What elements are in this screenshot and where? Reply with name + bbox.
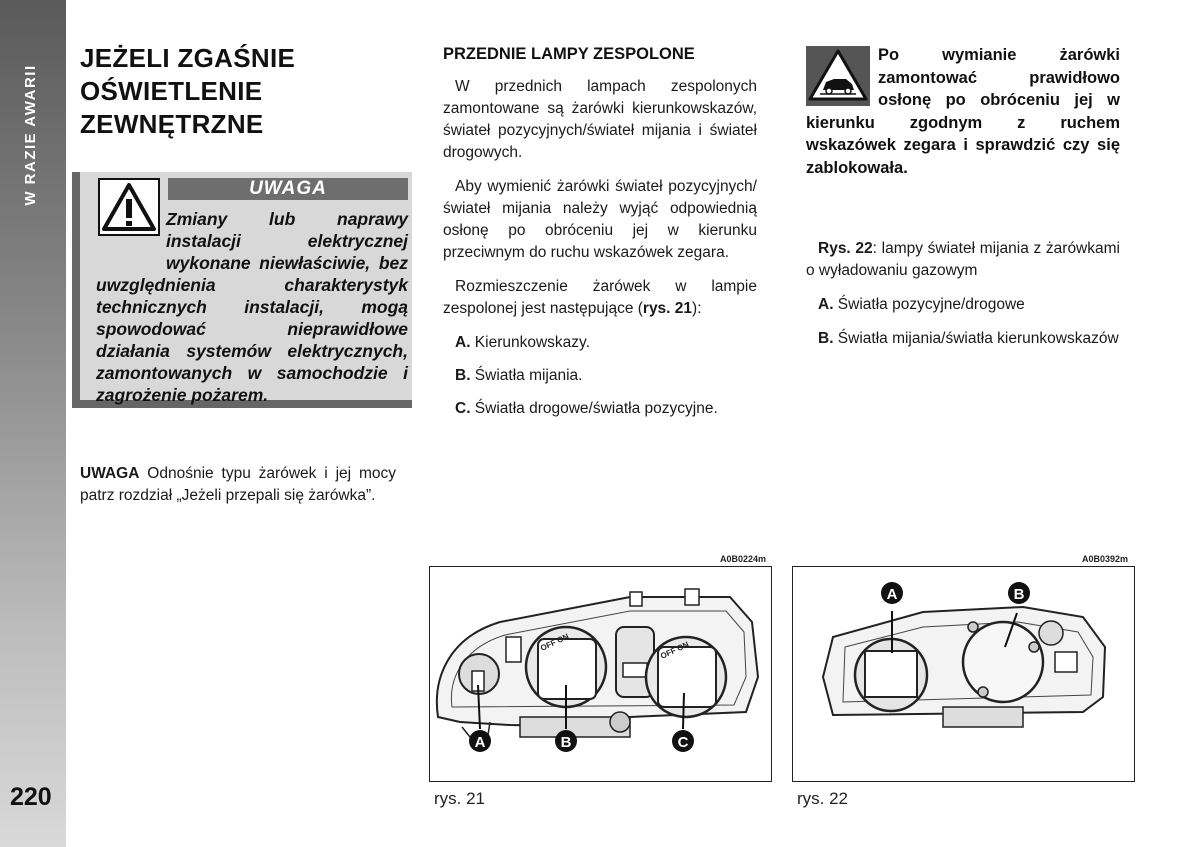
list-item: A. Kierunkowskazy. [455, 334, 590, 351]
figure-code: A0B0224m [720, 554, 767, 564]
knob-label: OFF ON [539, 631, 571, 653]
figure-22-label: rys. 22 [797, 789, 849, 808]
lamps-text [443, 76, 757, 431]
paragraph: Rozmieszczenie żarówek w lampie zespolonej jest następujące (rys. 21): [443, 278, 757, 317]
knob-label: OFF ON [659, 639, 691, 661]
column-3 [806, 44, 1120, 179]
callout-a: A [886, 586, 898, 603]
list-item: B. Światła mijania/światła kierunkowskazów [818, 330, 1119, 347]
warning-label: UWAGA [168, 178, 408, 200]
page-number: 220 [10, 783, 52, 811]
car-warning-icon [806, 46, 870, 106]
figure-code: A0B0392m [1082, 554, 1129, 564]
paragraph: W przednich lampach zespolonych zamontowane są żarówki kierunkowskazów, świateł pozycyjnych/świateł mijania i świateł drogowych. [443, 78, 757, 161]
paragraph: Aby wymienić żarówki świateł pozycyjnych/świateł mijania należy wyjąć odpowiednią osłonę po obróceniu jej w kierunku przeciwnym do ruchu wskazówek zegara. [443, 178, 757, 261]
sidebar-section-label: W RAZIE AWARII [22, 64, 39, 206]
mounting-warning-text: Po wymianie żarówki zamontować prawidłowo osłonę po obróceniu jej w kierunku zgodnym z ruchem wskazówek zegara i sprawdzić czy się zablokowała. [806, 46, 1120, 177]
section-title-line: JEŻELI ZGAŚNIE [80, 43, 296, 73]
headlamp-rear-illustration [430, 567, 770, 780]
figure-ref: rys. 21 [642, 300, 693, 317]
list-item: B. Światła mijania. [455, 367, 583, 384]
figure-caption: Rys. 22: lampy świateł mijania z żarówkami o wyładowaniu gazowym A. Światła pozycyjne/drogowe B. Światła mijania/światła kierunkowskazów [806, 238, 1120, 362]
callout-b: B [1013, 586, 1025, 603]
callout-c: C [677, 734, 689, 751]
lamps-heading: PRZEDNIE LAMPY ZESPOLONE [443, 45, 695, 63]
warning-text: Zmiany lub naprawy instalacji elektrycznej wykonane niewłaściwie, bez uwzględnienia charakterystyk technicznych instalacji, mogą spowodować nieprawidłowe działania systemów elektrycznych, zamontowanych w samochodzie i zagrożenie pożarem. [96, 209, 408, 405]
note-text: Odnośnie typu żarówek i jej mocy patrz rozdział „Jeżeli przepali się żarówka”. [80, 465, 396, 504]
figure-21-label: rys. 21 [434, 789, 486, 808]
warning-box [72, 172, 412, 408]
callout-a: A [474, 734, 486, 751]
sidebar-strip [0, 0, 66, 847]
note-label: UWAGA [80, 465, 140, 482]
section-title-line: ZEWNĘTRZNE [80, 109, 264, 139]
list-item: A. Światła pozycyjne/drogowe [818, 296, 1025, 313]
note-paragraph [80, 463, 396, 507]
figure-22-frame [792, 566, 1135, 782]
section-title [80, 42, 380, 141]
figure-ref: Rys. 22 [818, 240, 873, 257]
section-title-line: OŚWIETLENIE [80, 76, 263, 106]
figure-21-frame [429, 566, 772, 782]
callout-b: B [560, 734, 572, 751]
list-item: C. Światła drogowe/światła pozycyjne. [455, 400, 718, 417]
xenon-headlamp-illustration [793, 567, 1133, 780]
